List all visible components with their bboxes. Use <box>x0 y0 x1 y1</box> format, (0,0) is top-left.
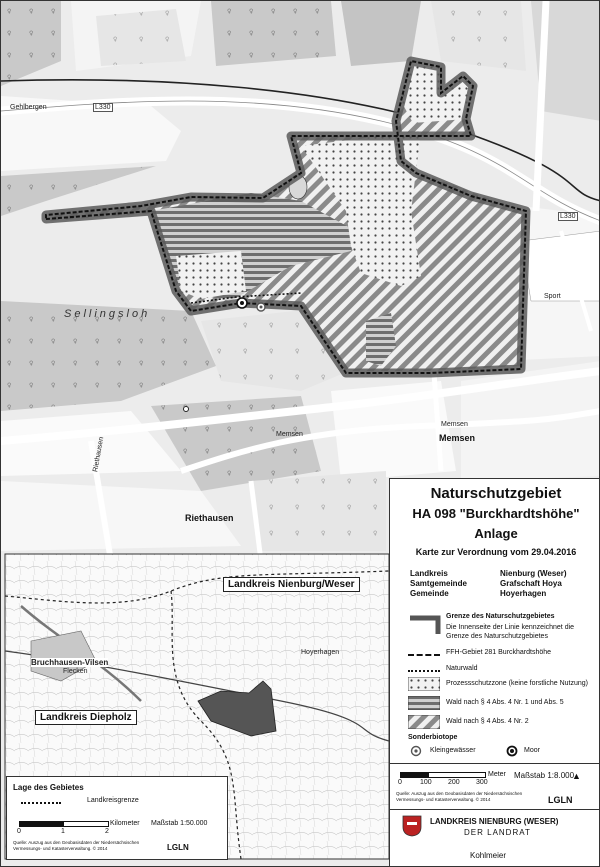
legend-subheading: HA 098 "Burckhardtshöhe" <box>412 506 580 521</box>
place-label-sellingsloh: Sellingsloh <box>64 308 151 320</box>
legend-heading: Naturschutzgebiet <box>430 485 562 502</box>
inset-scale-unit: Kilometer <box>110 820 140 827</box>
landkreisgrenze-symbol <box>21 802 61 804</box>
wald-nr1-symbol <box>408 696 440 710</box>
inset-scale-tick: 0 <box>17 828 21 835</box>
inset-scale-tick: 1 <box>61 828 65 835</box>
authority-landrat: DER LANDRAT <box>464 828 531 837</box>
legend-prozessschutz: Prozessschutzzone (keine forstliche Nutzung) <box>446 680 589 687</box>
kleingewaesser-legend-icon <box>410 745 422 757</box>
legend-boundary-note: Die Innenseite der Linie kennzeichnet die Grenze des Naturschutzgebietes <box>446 624 575 640</box>
admin-value: Hoyerhagen <box>500 589 547 598</box>
legend-moor: Moor <box>524 747 540 754</box>
admin-label: Landkreis <box>410 569 448 578</box>
road-label: L330 <box>560 213 576 220</box>
north-arrow-icon: ▲ <box>572 771 581 781</box>
divider <box>390 763 600 764</box>
inset-legend-title: Lage des Gebietes <box>13 783 84 792</box>
scale-tick: 0 <box>398 779 402 786</box>
scale-tick: 100 <box>420 779 432 786</box>
legend-wald-nr2: Wald nach § 4 Abs. 4 Nr. 2 <box>446 718 529 725</box>
road-label: Memsen <box>276 431 303 438</box>
forest-patch <box>341 1 421 66</box>
sport-field <box>521 231 600 301</box>
prozessschutz-zone-west <box>176 251 246 299</box>
boundary-symbol <box>408 614 442 636</box>
coat-of-arms-icon <box>402 815 422 837</box>
admin-label: Samtgemeinde <box>410 579 467 588</box>
naturwald-symbol <box>408 670 440 672</box>
admin-value: Grafschaft Hoya <box>500 579 562 588</box>
moor-legend-icon <box>506 745 518 757</box>
road-label: Riethausen <box>92 436 106 473</box>
road-label: Memsen <box>441 421 468 428</box>
marker-symbol <box>184 407 189 412</box>
forest-patch <box>211 1 336 66</box>
inset-source: Quelle: Auszug aus den Geobasisdaten der Niedersächsischen Vermessungs- und Katasterverwaltung. © 2014 <box>13 840 140 851</box>
authority-name: LANDKREIS NIENBURG (WESER) <box>430 817 559 826</box>
landkreisgrenze-label: Landkreisgrenze <box>87 797 139 804</box>
legend-annex: Anlage <box>474 526 518 541</box>
ffh-symbol <box>408 654 440 656</box>
moor-symbol-center <box>240 301 244 305</box>
divider <box>390 809 600 810</box>
inset-scale-text: Maßstab 1:50.000 <box>151 820 208 827</box>
legend-kleingewaesser: Kleingewässer <box>430 747 476 754</box>
field-patch <box>96 9 186 66</box>
legend-naturwald: Naturwald <box>446 665 478 672</box>
legend-ordinance: Karte zur Verordnung vom 29.04.2016 <box>415 547 577 557</box>
inset-scalebar <box>19 821 109 827</box>
scale-tick: 200 <box>448 779 460 786</box>
legend-panel <box>389 478 600 867</box>
inset-legend <box>6 776 228 860</box>
inset-town-label: Bruchhausen-Vilsen <box>31 658 109 667</box>
prozessschutz-symbol <box>408 677 440 691</box>
field-patch <box>251 471 386 551</box>
inset-district-diepholz: Landkreis Diepholz <box>35 710 137 725</box>
inset-district-nienburg: Landkreis Nienburg/Weser <box>223 577 360 592</box>
inset-town-sub-label: Flecken <box>63 668 88 675</box>
legend-source: Quelle: Auszug aus den Geobasisdaten der Niedersächsischen Vermessungs- und Katasterverwaltung. © 2014 <box>396 791 523 802</box>
kleingewaesser-symbol-center <box>260 306 263 309</box>
admin-label: Gemeinde <box>410 589 449 598</box>
legend-sonderbiotope: Sonderbiotope <box>408 734 458 741</box>
legend-boundary-title: Grenze des Naturschutzgebietes <box>446 613 555 620</box>
legend-ffh: FFH-Gebiet 281 Burckhardtshöhe <box>446 649 552 656</box>
place-label-memsen: Memsen <box>439 433 476 443</box>
field-patch <box>431 1 526 71</box>
admin-value: Nienburg (Weser) <box>500 569 567 578</box>
inset-scale-tick: 2 <box>105 828 109 835</box>
inset-lgln-logo: LGLN <box>167 843 189 852</box>
legend-wald-nr1: Wald nach § 4 Abs. 4 Nr. 1 und Abs. 5 <box>446 699 564 706</box>
scale-text: Maßstab 1:8.000 <box>514 771 575 780</box>
signature: Kohlmeier <box>470 851 507 860</box>
scale-tick: 300 <box>476 779 488 786</box>
scale-unit: Meter <box>488 771 506 778</box>
place-label-sport: Sport <box>544 293 561 300</box>
wald-nr2-symbol <box>408 715 440 729</box>
road-label: Gehlbergen <box>10 104 47 111</box>
lgln-logo: LGLN <box>548 795 573 805</box>
main-scalebar <box>400 772 486 778</box>
place-label-riethausen: Riethausen <box>185 513 234 523</box>
inset-village-label: Hoyerhagen <box>301 649 340 656</box>
road-label: L330 <box>95 104 111 111</box>
